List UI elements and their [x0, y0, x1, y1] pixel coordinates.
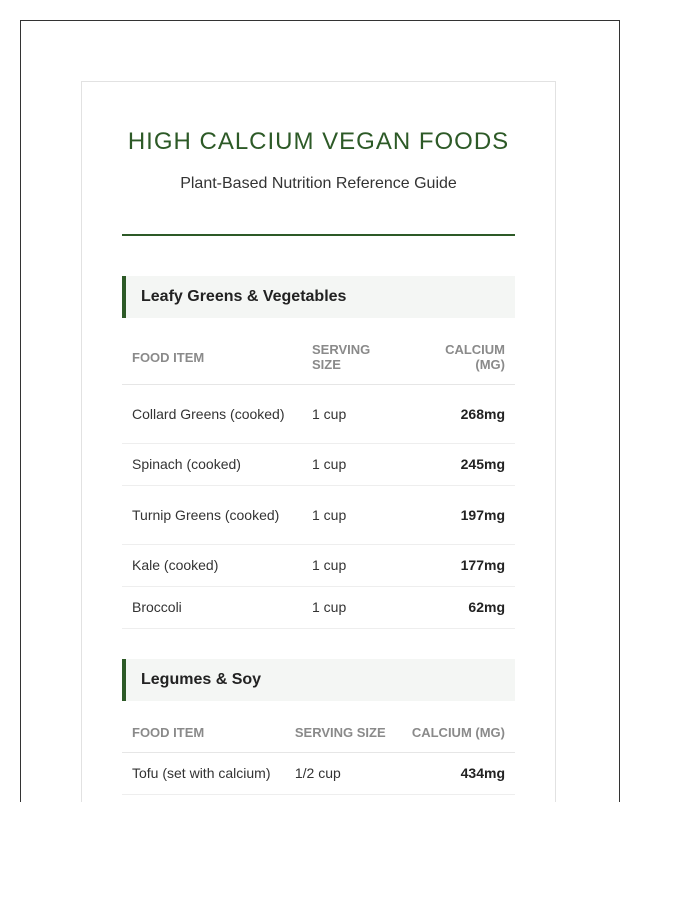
column-header-serving: SERVING SIZE: [302, 330, 402, 385]
title-divider: [122, 234, 515, 236]
calcium-table: [122, 713, 515, 795]
table-header-row: [122, 330, 515, 385]
calcium-cell: 268mg: [402, 385, 515, 444]
food-cell: Turnip Greens (cooked): [122, 486, 302, 545]
table-row: [122, 385, 515, 444]
column-header-calcium: CALCIUM (MG): [402, 330, 515, 385]
calcium-cell: 245mg: [402, 444, 515, 486]
section-heading: Legumes & Soy: [122, 659, 515, 701]
serving-cell: 1 cup: [302, 444, 402, 486]
table-header-row: [122, 713, 515, 753]
serving-cell: 1 cup: [302, 587, 402, 629]
page-subtitle: Plant-Based Nutrition Reference Guide: [180, 175, 457, 192]
calcium-cell: 62mg: [402, 587, 515, 629]
serving-cell: 1 cup: [302, 385, 402, 444]
serving-cell: 1/2 cup: [285, 753, 399, 795]
section-legumes-soy: [122, 659, 515, 795]
food-cell: Collard Greens (cooked): [122, 385, 302, 444]
food-cell: Tofu (set with calcium): [122, 753, 285, 795]
food-cell: Spinach (cooked): [122, 444, 302, 486]
table-row: [122, 444, 515, 486]
serving-cell: 1 cup: [302, 486, 402, 545]
food-cell: Kale (cooked): [122, 545, 302, 587]
calcium-table: [122, 330, 515, 629]
serving-cell: 1 cup: [302, 545, 402, 587]
column-header-food: FOOD ITEM: [122, 330, 302, 385]
table-row: [122, 486, 515, 545]
calcium-cell: 177mg: [402, 545, 515, 587]
reference-card: [81, 81, 556, 802]
section-heading: Leafy Greens & Vegetables: [122, 276, 515, 318]
food-cell: Broccoli: [122, 587, 302, 629]
page-title: HIGH CALCIUM VEGAN FOODS: [127, 128, 510, 155]
document-viewport: [20, 20, 620, 802]
calcium-cell: 197mg: [402, 486, 515, 545]
column-header-serving: SERVING SIZE: [285, 713, 399, 753]
table-row: [122, 587, 515, 629]
column-header-food: FOOD ITEM: [122, 713, 285, 753]
section-leafy-greens: [122, 276, 515, 629]
calcium-cell: 434mg: [399, 753, 515, 795]
table-row: [122, 753, 515, 795]
column-header-calcium: CALCIUM (MG): [399, 713, 515, 753]
table-row: [122, 545, 515, 587]
